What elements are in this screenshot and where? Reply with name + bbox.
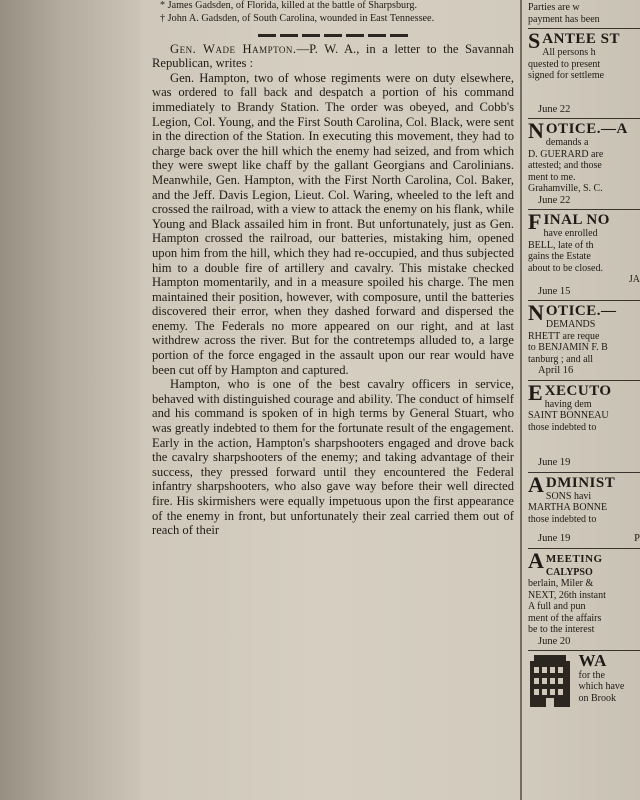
ad-line: quested to present <box>528 58 601 70</box>
ad-title: INAL NO <box>543 212 610 228</box>
ad-line: those indebted to <box>528 421 597 433</box>
ad-notice-rhett <box>528 301 640 381</box>
ad-line: Parties are w <box>528 2 580 13</box>
ad-initial: A <box>528 471 544 497</box>
ad-line: payment has been <box>528 13 600 25</box>
ad-administrator <box>528 473 640 549</box>
ad-initial: F <box>528 209 542 234</box>
ad-initial: S <box>528 28 541 53</box>
ad-line: attested; and those <box>528 160 602 171</box>
ad-line: BELL, late of th <box>528 239 594 251</box>
headline-rest: —P. W. A., in a letter to the Savannah Republican, writes : <box>152 41 514 71</box>
ad-initial: A <box>528 547 544 573</box>
ad-notice-guerard <box>528 119 640 210</box>
ad-date: June 22 <box>538 194 571 206</box>
ad-line: gains the Estate <box>528 251 591 262</box>
ad-date: June 22 <box>538 103 571 115</box>
ad-title: OTICE.— <box>545 303 617 319</box>
ad-line: ment to me. <box>528 171 576 183</box>
column-rule <box>520 0 522 800</box>
ad-date: April 16 <box>538 365 574 376</box>
ad-executor <box>528 381 640 473</box>
ad-line: D. GUERARD are <box>528 148 604 160</box>
ad-date: June 19 <box>538 457 571 468</box>
ad-line: MARTHA BONNE <box>528 502 608 513</box>
ad-line: JA <box>628 274 640 285</box>
ad-line: for the <box>578 669 605 681</box>
ad-line: on Brook <box>578 692 616 704</box>
ad-title: ANTEE ST <box>542 31 621 47</box>
ad-line: ment of the affairs <box>528 612 602 624</box>
article-column <box>152 0 514 800</box>
ad-line: DEMANDS <box>545 319 596 330</box>
footnote-2: † John A. Gadsden, of South Carolina, wounded in East Tennessee. <box>160 12 435 24</box>
ad-hotel-text <box>579 653 625 704</box>
ad-line: signed for settleme <box>528 70 605 81</box>
ad-line: which have <box>578 681 625 692</box>
building-icon <box>528 653 572 709</box>
article-headline <box>152 42 514 71</box>
ad-line: berlain, Miler & <box>528 578 594 589</box>
ad-date: June 20 <box>538 635 571 647</box>
ad-line: those indebted to <box>528 513 597 525</box>
ad-initial: E <box>528 379 543 405</box>
advertisements-column <box>528 0 640 800</box>
ad-line: about to be closed. <box>528 262 603 274</box>
ad-title: OTICE.—A <box>545 121 628 137</box>
ad-line: demands a <box>545 137 589 148</box>
ad-initial: N <box>528 300 544 325</box>
ad-title: MEETING <box>545 552 603 565</box>
page-margin <box>0 0 140 800</box>
footnote-1: * James Gadsden, of Florida, killed at the battle of Sharpsburg. <box>160 0 417 11</box>
ad-title: WA <box>578 651 607 670</box>
ad-line: have enrolled <box>543 228 598 239</box>
ad-line: having dem <box>544 398 592 410</box>
ad-line: Grahamville, S. C. <box>528 183 603 194</box>
ad-date-text: June 19 <box>538 533 571 544</box>
ad-santee <box>528 29 640 119</box>
headline-lead: Gen. Wade Hampton. <box>170 41 297 56</box>
ad-line: to BENJAMIN F. B <box>528 342 608 353</box>
ad-date: June 15 <box>538 285 571 297</box>
article-paragraph-2: Hampton, who is one of the best cavalry officers in service, behaved with distinguished courage and ability. The conduct of himself and his command is spoken of in high terms by General Stuart, who was greatly indebted to them for the fortunate result of the engagement. Early in the action, Hampton's sharpshooters engaged and drove back the cavalry sharpshooters of the enemy; and taking advantage of their success, they pressed forward until they encountered the Federal infantry sharpshooters, who also gave way before their well directed fire. His skirmishers were equally impetuous upon the first appearance of the enemy in front, but unfortunately their zeal carried them out of reach of their <box>152 377 514 538</box>
ad-extra: P <box>634 533 640 544</box>
ad-final-notice <box>528 210 640 301</box>
ad-line: A full and pun <box>528 601 586 612</box>
ad-line: CALYPSO <box>545 566 593 578</box>
ad-line: NEXT, 26th instant <box>528 589 606 601</box>
ad-top <box>528 0 640 29</box>
ad-meeting <box>528 549 640 652</box>
ad-initial: N <box>528 118 544 143</box>
article-paragraph-1: Gen. Hampton, two of whose regiments were on duty elsewhere, was ordered to fall back and despatch a portion of his command immediately to Brandy Station. The order was obeyed, and Cobb's Legion, Col. Young, and the First South Carolina, Col. Black, were sent in the direction of the Station. In executing this movement, they had to charge back over the hill which the enemy had seized, and from which they were swept like chaff by the gallant Georgians and Carolinians. Meanwhile, Gen. Hampton, with the First North Carolina, Col. Baker, and the Jeff. Davis Legion, Lieut. Col. Waring, wheeled to the left and crossed the railroad, with a view to attack the enemy on his flank, while Young and Black assailed him in front. But unfortunately, just as Gen. Hampton crossed the railroad, our batteries, mistaking him, opened upon him from the hill, which they had re-occupied, and thus subjected him to a double fire of artillery and cavalry. This mistake checked Hampton momentarily, and in a measure spoiled his charge. The men maintained their position, however, with composure, until the batteries discovered their error, when they dashed forward and dispersed the enemy. The Federals no more appeared on our right, and at last withdrew across the river. But for the contretemps alluded to, a large portion of the force engaged in the assault upon our rear would have been cut off by Hampton and captured. <box>152 70 514 377</box>
ad-date <box>528 533 640 545</box>
ad-line: be to the interest <box>528 624 595 635</box>
ad-line: All persons h <box>542 47 596 58</box>
ad-line: RHETT are reque <box>528 330 600 342</box>
ad-title: XECUTO <box>544 382 612 399</box>
ad-line: SONS havi <box>545 490 592 502</box>
ad-title: DMINIST <box>545 474 616 491</box>
section-divider <box>258 34 408 37</box>
ad-line: SAINT BONNEAU <box>528 410 609 421</box>
ad-line: tanburg ; and all <box>528 353 594 365</box>
ad-hotel <box>528 651 640 712</box>
